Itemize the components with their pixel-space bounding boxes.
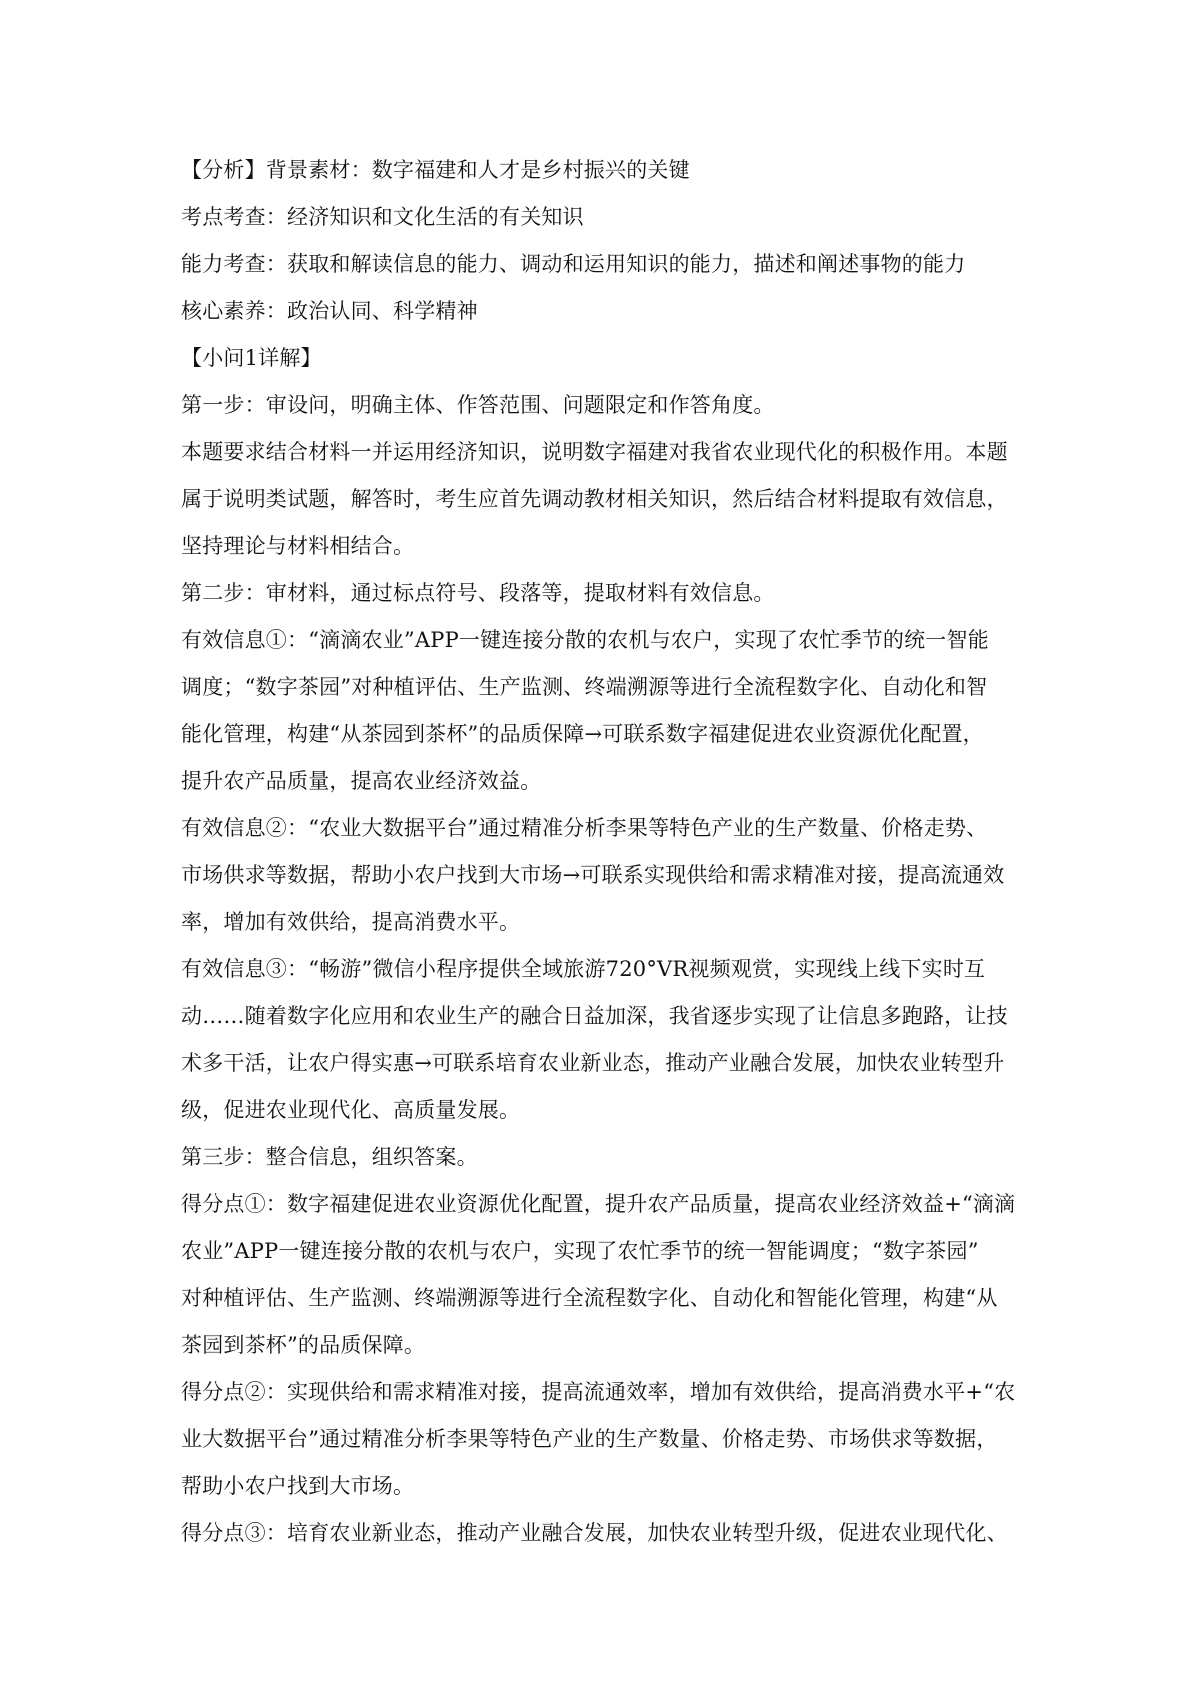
paragraph-line: 率，增加有效供给，提高消费水平。 — [181, 910, 521, 934]
exam-points-line: 考点考查：经济知识和文化生活的有关知识 — [181, 205, 584, 229]
paragraph-line: 农业”APP一键连接分散的农机与农户，实现了农忙季节的统一智能调度；“数字茶园” — [181, 1239, 979, 1263]
analysis-heading: 【分析】背景素材：数字福建和人才是乡村振兴的关键 — [181, 158, 690, 182]
ability-line: 能力考查：获取和解读信息的能力、调动和运用知识的能力，描述和阐述事物的能力 — [181, 252, 966, 276]
step-three-line: 第三步：整合信息，组织答案。 — [181, 1145, 478, 1169]
paragraph-line: 坚持理论与材料相结合。 — [181, 534, 415, 558]
paragraph-line: 本题要求结合材料一并运用经济知识，说明数字福建对我省农业现代化的积极作用。本题 — [181, 440, 1008, 464]
score-point-three-line: 得分点③：培育农业新业态，推动产业融合发展，加快农业转型升级，促进农业现代化、 — [181, 1521, 1008, 1545]
paragraph-line: 茶园到茶杯”的品质保障。 — [181, 1333, 426, 1357]
step-two-line: 第二步：审材料，通过标点符号、段落等，提取材料有效信息。 — [181, 581, 775, 605]
step-one-line: 第一步：审设问，明确主体、作答范围、问题限定和作答角度。 — [181, 393, 775, 417]
paragraph-line: 动……随着数字化应用和农业生产的融合日益加深，我省逐步实现了让信息多跑路，让技 — [181, 1004, 1008, 1028]
paragraph-line: 属于说明类试题，解答时，考生应首先调动教材相关知识，然后结合材料提取有效信息， — [181, 487, 1008, 511]
info-two-line: 有效信息②：“农业大数据平台”通过精准分析李果等特色产业的生产数量、价格走势、 — [181, 816, 988, 840]
paragraph-line: 能化管理，构建“从茶园到茶杯”的品质保障→可联系数字福建促进农业资源优化配置， — [181, 722, 984, 746]
paragraph-line: 业大数据平台”通过精准分析李果等特色产业的生产数量、价格走势、市场供求等数据， — [181, 1427, 998, 1451]
paragraph-line: 术多干活，让农户得实惠→可联系培育农业新业态，推动产业融合发展，加快农业转型升 — [181, 1051, 1005, 1075]
score-point-two-line: 得分点②：实现供给和需求精准对接，提高流通效率，增加有效供给，提高消费水平+“农 — [181, 1380, 1016, 1404]
paragraph-line: 级，促进农业现代化、高质量发展。 — [181, 1098, 521, 1122]
paragraph-line: 市场供求等数据，帮助小农户找到大市场→可联系实现供给和需求精准对接，提高流通效 — [181, 863, 1005, 887]
info-three-line: 有效信息③：“畅游”微信小程序提供全域旅游720°VR视频观赏，实现线上线下实时互 — [181, 957, 986, 981]
subquestion-heading: 【小问1详解】 — [181, 346, 322, 370]
core-literacy-line: 核心素养：政治认同、科学精神 — [181, 299, 478, 323]
paragraph-line: 对种植评估、生产监测、终端溯源等进行全流程数字化、自动化和智能化管理，构建“从 — [181, 1286, 998, 1310]
paragraph-line: 调度；“数字茶园”对种植评估、生产监测、终端溯源等进行全流程数字化、自动化和智 — [181, 675, 988, 699]
info-one-line: 有效信息①：“滴滴农业”APP一键连接分散的农机与农户，实现了农忙季节的统一智能 — [181, 628, 989, 652]
score-point-one-line: 得分点①：数字福建促进农业资源优化配置，提升农产品质量，提高农业经济效益+“滴滴 — [181, 1192, 1016, 1216]
paragraph-line: 帮助小农户找到大市场。 — [181, 1474, 415, 1498]
paragraph-line: 提升农产品质量，提高农业经济效益。 — [181, 769, 542, 793]
